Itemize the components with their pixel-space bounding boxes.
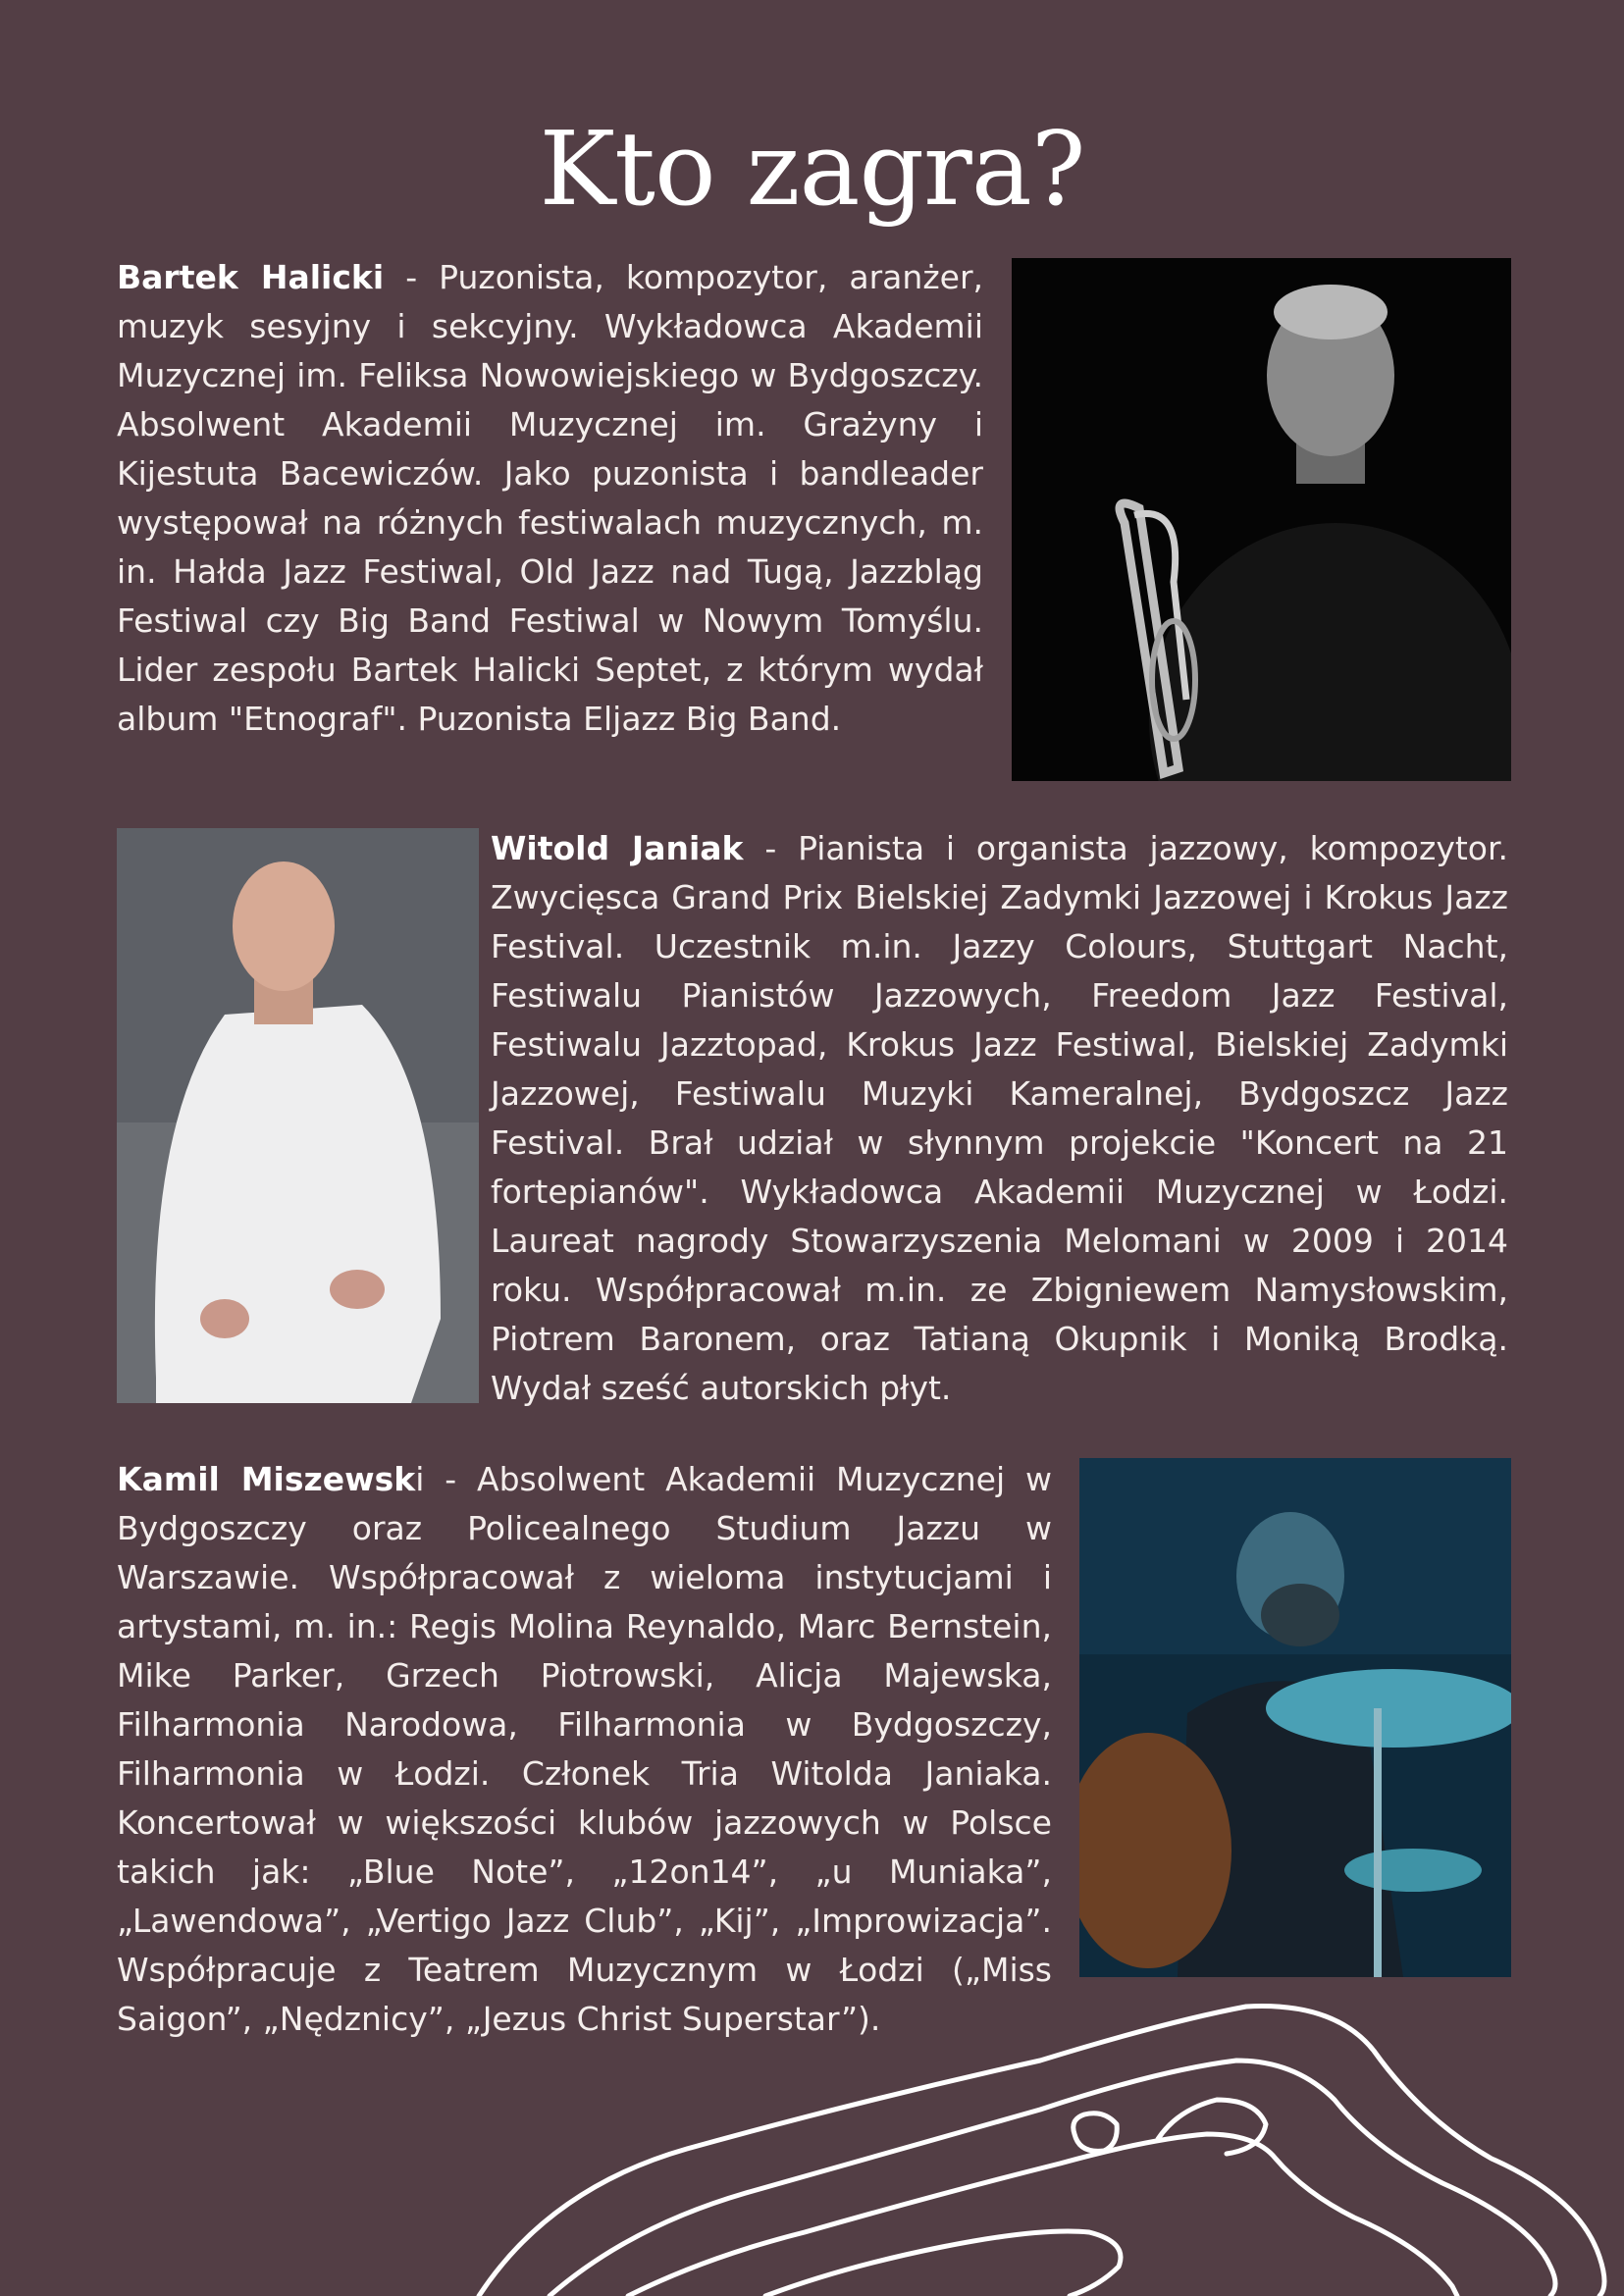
bio-witold-janiak (491, 824, 1508, 1413)
musician-name: Bartek Halicki (117, 258, 385, 296)
drummer-portrait-photo (1079, 1458, 1511, 1977)
page-title: Kto zagra? (539, 109, 1085, 229)
musician-bio: - Puzonista, kompozytor, aranżer, muzyk sesyjny i sekcyjny. Wykładowca Akademii Muzycznej im. Feliksa Nowowiejskiego w Bydgoszczy. Absolwent Akademii Muzycznej im. Grażyny i Kijestuta Bacewiczów. Jako puzonista i bandleader występował na różnych festiwalach muzycznych, m. in. Hałda Jazz Festiwal, Old Jazz nad Tugą, Jazzbląg Festiwal czy Big Band Festiwal w Nowym Tomyślu. Lider zespołu Bartek Halicki Septet, z którym wydał album "Etnograf". Puzonista Eljazz Big Band. (117, 258, 984, 738)
bio-bartek-halicki (117, 253, 983, 744)
bio-kamil-miszewski (117, 1455, 1052, 2044)
trombonist-portrait-photo (1012, 258, 1511, 781)
musician-bio: - Pianista i organista jazzowy, kompozytor. Zwycięsca Grand Prix Bielskiej Zadymki Jazzowej i Krokus Jazz Festival. Uczestnik m.in. Jazzy Colours, Stuttgart Nacht, Festiwalu Pianistów Jazzowych, Freedom Jazz Festival, Festiwalu Jazztopad, Krokus Jazz Festiwal, Bielskiej Zadymki Jazzowej, Festiwalu Muzyki Kameralnej, Bydgoszcz Jazz Festival. Brał udział w słynnym projekcie "Koncert na 21 fortepianów". Wykładowca Akademii Muzycznej w Łodzi. Laureat nagrody Stowarzyszenia Melomani w 2009 i 2014 roku. Współpracował m.in. ze Zbigniewem Namysłowskim, Piotrem Baronem, oraz Tatianą Okupnik i Moniką Brodką. Wydał sześć autorskich płyt. (491, 829, 1508, 1407)
musician-name: Kamil Miszewsk (117, 1460, 416, 1498)
musician-name: Witold Janiak (491, 829, 744, 867)
musician-bio: i - Absolwent Akademii Muzycznej w Bydgoszczy oraz Policealnego Studium Jazzu w Warszawie. Współpracował z wieloma instytucjami i artystami, m. in.: Regis Molina Reynaldo, Marc Bernstein, Mike Parker, Grzech Piotrowski, Alicja Majewska, Filharmonia Narodowa, Filharmonia w Bydgoszczy, Filharmonia w Łodzi. Członek Tria Witolda Janiaka. Koncertował w większości klubów jazzowych w Polsce takich jak: „Blue Note”, „12on14”, „u Muniaka”, „Lawendowa”, „Vertigo Jazz Club”, „Kij”, „Improwizacja”. Współpracuje z Teatrem Muzycznym w Łodzi („Miss Saigon”, „Nędznicy”, „Jezus Christ Superstar”). (117, 1460, 1052, 2038)
pianist-portrait-photo (117, 828, 479, 1403)
